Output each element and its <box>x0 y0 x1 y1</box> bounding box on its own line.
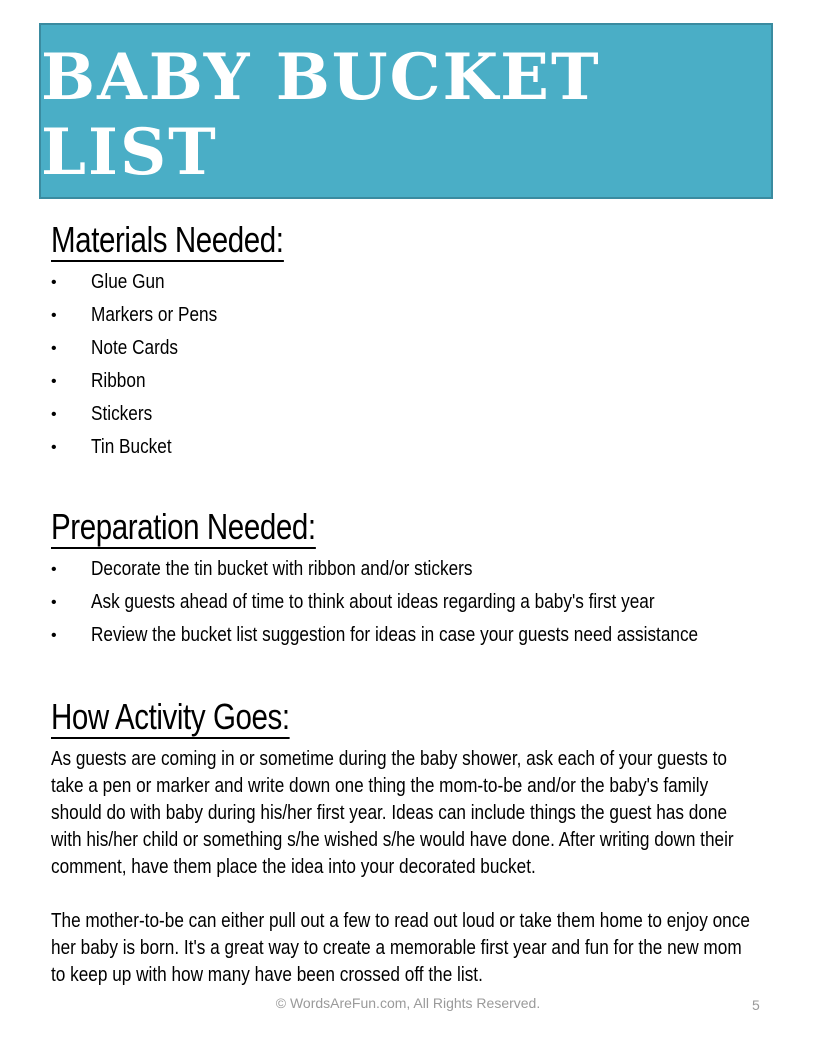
list-item: • Tin Bucket <box>51 431 771 464</box>
list-item: • Glue Gun <box>51 266 771 299</box>
materials-list <box>51 266 771 464</box>
activity-paragraph-2: The mother-to-be can either pull out a few to read out loud or take them home to enjoy once her baby is born. It's a great way to create a memorable first year and fun for the new mom to keep up with how many have been crossed off the list. <box>51 910 750 986</box>
materials-section <box>51 220 771 464</box>
bullet-icon: • <box>51 627 57 644</box>
list-item: • Ribbon <box>51 365 771 398</box>
preparation-section <box>51 507 771 652</box>
activity-heading: How Activity Goes: <box>51 696 290 737</box>
page-title: BABY BUCKET LIST <box>41 40 601 190</box>
activity-section <box>51 697 771 989</box>
bullet-icon: • <box>51 406 57 423</box>
bullet-icon: • <box>51 373 57 390</box>
list-item: • Decorate the tin bucket with ribbon and/or stickers <box>51 553 771 586</box>
list-item: • Note Cards <box>51 332 771 365</box>
list-item: • Review the bucket list suggestion for ideas in case your guests need assistance <box>51 619 771 652</box>
header-banner <box>39 23 773 199</box>
preparation-heading: Preparation Needed: <box>51 506 316 547</box>
activity-paragraph-1: As guests are coming in or sometime during the baby shower, ask each of your guests to take a pen or marker and write down one thing the mom-to-be and/or the baby's family should do with baby during his/her first year. Ideas can include things the guest has done with his/her child or something s/he wished s/he would have done. After writing down their comment, have them place the idea into your decorated bucket. <box>51 748 734 878</box>
bullet-icon: • <box>51 274 57 291</box>
list-item: • Ask guests ahead of time to think about ideas regarding a baby's first year <box>51 586 771 619</box>
bullet-icon: • <box>51 561 57 578</box>
list-item: • Markers or Pens <box>51 299 771 332</box>
list-item: • Stickers <box>51 398 771 431</box>
bullet-icon: • <box>51 340 57 357</box>
preparation-list <box>51 553 771 652</box>
materials-heading: Materials Needed: <box>51 219 284 260</box>
bullet-icon: • <box>51 439 57 456</box>
bullet-icon: • <box>51 307 57 324</box>
footer-copyright: © WordsAreFun.com, All Rights Reserved. <box>275 995 541 1011</box>
page-number: 5 <box>752 997 760 1013</box>
bullet-icon: • <box>51 594 57 611</box>
